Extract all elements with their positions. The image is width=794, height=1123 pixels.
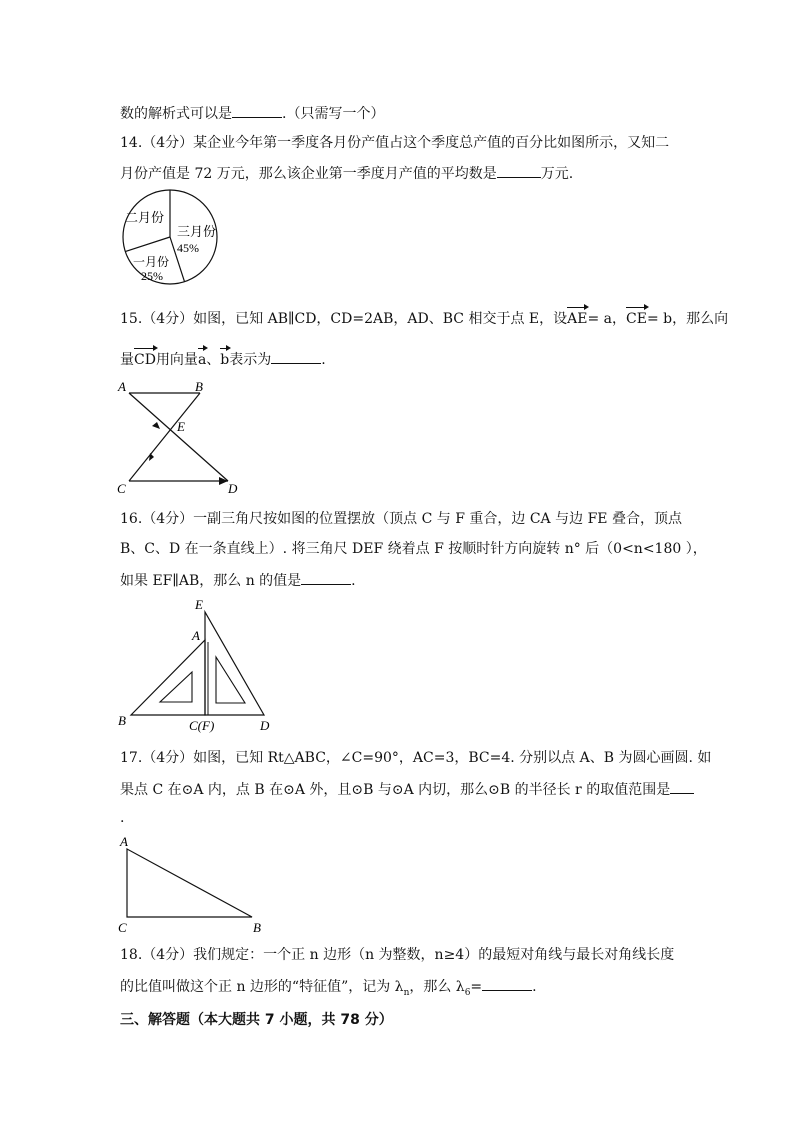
arrow-cd <box>219 477 228 485</box>
label-e: E <box>195 597 203 612</box>
label-b: B <box>195 379 203 394</box>
triangle-def <box>205 612 264 715</box>
pie-pct-mar: 45% <box>177 241 199 255</box>
answer-blank <box>482 976 532 991</box>
q15-line2-a: 量 <box>120 352 134 368</box>
vector-a: a <box>197 352 207 368</box>
q15-line2-c: 、 <box>206 352 221 368</box>
label-a: A <box>192 628 200 643</box>
q15-line1-tail: ，那么向 <box>672 311 729 327</box>
label-e: E <box>177 419 185 434</box>
pie-pct-jan: 25% <box>141 269 163 283</box>
q16-line3-tail: . <box>351 573 356 589</box>
label-c: C <box>117 481 126 496</box>
q15-line2-d: 表示为 <box>229 352 272 368</box>
q18-line2-c: = <box>470 979 483 995</box>
q16-line3 <box>120 570 356 591</box>
q16-line1: 16.（4分）一副三角尺按如图的位置摆放（顶点 C 与 F 重合，边 CA 与边 FE 叠合，顶点 <box>120 511 682 527</box>
segment-ad <box>129 393 228 481</box>
q18-line2-a: 的比值叫做这个正 n 边形的“特征值”，记为 λ <box>120 979 404 995</box>
q15-line2-b: 用向量 <box>155 352 198 368</box>
label-a: A <box>118 379 126 394</box>
q15-sep: ， <box>612 311 626 327</box>
q15-figure <box>115 378 245 496</box>
vector-ae: AE <box>567 311 588 327</box>
abc-inner-cutout <box>160 672 192 702</box>
q14-line2 <box>120 163 573 184</box>
label-c: C <box>118 920 127 935</box>
label-d: D <box>228 481 238 496</box>
q14-pie-chart <box>118 188 222 288</box>
label-d: D <box>260 718 270 733</box>
q17-line3: . <box>120 810 125 826</box>
q14-line1: 14.（4分）某企业今年第一季度各月份产值占这个季度总产值的百分比如图所示，又知二 <box>120 135 670 151</box>
label-b: B <box>253 920 261 935</box>
q14-line2-tail: 万元. <box>540 166 574 182</box>
q18-line2-d: . <box>532 979 537 995</box>
pie-label-feb: 二月份 <box>125 210 165 225</box>
q15-line1-text: 15.（4分）如图，已知 AB∥CD，CD=2AB，AD、BC 相交于点 E，设 <box>120 311 568 327</box>
pie-slice-edge-二月份 <box>125 237 170 252</box>
vector-cd: CD <box>134 352 156 368</box>
q16-figure <box>114 597 279 737</box>
q16-line2: B、C、D 在一条直线上）. 将三角尺 DEF 绕着点 F 按顺时针方向旋转 n° 后（0<n<180 ）， <box>120 541 707 557</box>
label-a: A <box>120 834 128 849</box>
intro-line <box>120 103 384 124</box>
right-triangle-abc <box>127 849 252 917</box>
pie-label-mar: 三月份 <box>177 224 217 239</box>
q15-line2 <box>120 349 326 370</box>
q15-line2-e: . <box>321 352 326 368</box>
q17-line1: 17.（4分）如图，已知 Rt△ABC，∠C=90°，AC=3，BC=4. 分别以点 A、B 为圆心画圆. 如 <box>120 750 712 766</box>
vector-ce: CE <box>626 311 647 327</box>
vector-b: b <box>220 352 230 368</box>
q16-line3-text: 如果 EF∥AB，那么 n 的值是 <box>120 573 302 589</box>
q14-line2-text: 月份产值是 72 万元，那么该企业第一季度月产值的平均数是 <box>120 166 497 182</box>
answer-blank <box>301 570 351 585</box>
q18-line1: 18.（4分）我们规定：一个正 n 边形（n 为整数，n≥4）的最短对角线与最长对角线长度 <box>120 947 675 963</box>
q15-eq-b: = b <box>646 311 673 327</box>
subscript-6: 6 <box>464 987 471 998</box>
label-b: B <box>118 713 126 728</box>
q18-line2-b: ，那么 λ <box>409 979 465 995</box>
answer-blank <box>670 779 694 794</box>
pie-label-jan: 一月份 <box>133 255 170 269</box>
q18-line2 <box>120 976 537 1003</box>
subscript-n: n <box>403 987 410 998</box>
section-heading: 三、解答题（本大题共 7 小题，共 78 分） <box>120 1012 393 1028</box>
intro-tail: .（只需写一个） <box>282 106 385 122</box>
answer-blank <box>271 349 321 364</box>
arrow-ce <box>149 453 154 461</box>
segment-bc <box>129 393 200 481</box>
answer-blank <box>497 163 541 178</box>
intro-text: 数的解析式可以是 <box>120 106 232 122</box>
triangle-abc <box>131 640 205 715</box>
arrow-ae <box>152 422 160 429</box>
def-inner-cutout <box>216 657 245 703</box>
label-cf: C(F) <box>189 718 215 733</box>
q17-line2-text: 果点 C 在⊙A 内，点 B 在⊙A 外，且⊙B 与⊙A 内切，那么⊙B 的半径长 r 的取值范围是 <box>120 782 671 798</box>
answer-blank <box>232 103 282 118</box>
q17-line2 <box>120 779 694 800</box>
q15-eq-a: = a <box>587 311 612 327</box>
q17-figure <box>114 832 274 936</box>
q15-line1 <box>120 309 728 329</box>
